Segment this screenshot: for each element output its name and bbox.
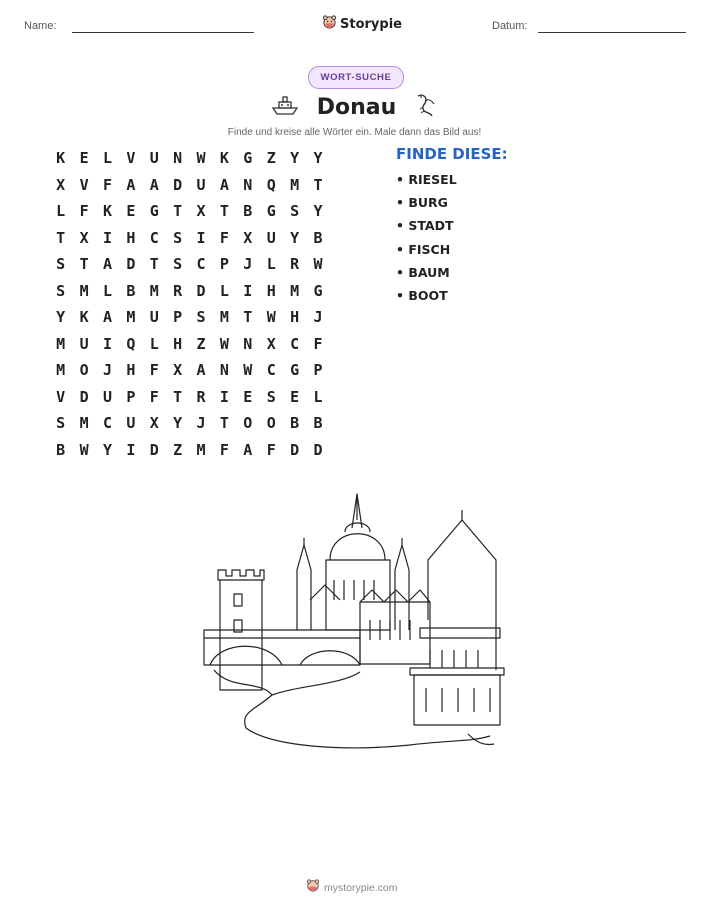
word-list-title: FINDE DIESE: xyxy=(396,145,508,163)
grid-letter[interactable]: C xyxy=(266,361,276,379)
sea-creature-icon xyxy=(414,92,438,123)
grid-letter[interactable]: L xyxy=(56,202,66,220)
grid-letter[interactable]: W xyxy=(266,308,276,326)
grid-letter[interactable]: X xyxy=(243,228,253,247)
grid-letter[interactable]: G xyxy=(149,202,159,220)
grid-letter[interactable]: E xyxy=(79,149,89,167)
grid-letter[interactable]: Y xyxy=(290,149,300,167)
grid-letter[interactable]: W xyxy=(243,361,253,379)
grid-letter[interactable]: M xyxy=(149,281,159,300)
grid-letter[interactable]: W xyxy=(196,149,206,167)
grid-letter[interactable]: P xyxy=(313,361,323,379)
footer-url[interactable]: mystorypie.com xyxy=(324,881,398,894)
grid-letter[interactable]: D xyxy=(290,440,300,459)
grid-letter[interactable]: N xyxy=(243,175,253,194)
grid-letter[interactable]: T xyxy=(149,255,159,273)
grid-letter[interactable]: F xyxy=(149,361,159,379)
grid-letter[interactable]: F xyxy=(219,228,229,247)
grid-letter[interactable]: T xyxy=(173,202,183,220)
grid-letter[interactable]: K xyxy=(219,149,229,167)
grid-letter[interactable]: S xyxy=(266,387,276,406)
footer xyxy=(306,878,398,897)
grid-letter[interactable]: I xyxy=(126,440,136,459)
grid-letter[interactable]: A xyxy=(126,175,136,194)
grid-row xyxy=(49,361,330,388)
name-line[interactable] xyxy=(72,32,254,33)
grid-letter[interactable]: P xyxy=(173,308,183,326)
grid-row xyxy=(49,229,330,256)
grid-letter[interactable]: O xyxy=(79,361,89,379)
grid-letter[interactable]: M xyxy=(79,414,89,432)
grid-letter[interactable]: X xyxy=(79,228,89,247)
grid-row xyxy=(49,255,330,282)
grid-letter[interactable]: H xyxy=(126,361,136,379)
grid-row xyxy=(49,282,330,309)
grid-letter[interactable]: T xyxy=(219,414,229,432)
grid-letter[interactable]: Y xyxy=(102,440,112,459)
grid-letter[interactable]: H xyxy=(290,308,300,326)
grid-letter[interactable]: T xyxy=(219,202,229,220)
grid-letter[interactable]: M xyxy=(290,175,300,194)
grid-letter[interactable]: E xyxy=(290,387,300,406)
grid-letter[interactable]: S xyxy=(56,281,66,300)
grid-letter[interactable]: P xyxy=(126,387,136,406)
category-badge: WORT-SUCHE xyxy=(308,66,404,89)
grid-letter[interactable]: D xyxy=(313,440,323,459)
grid-letter[interactable]: F xyxy=(313,334,323,353)
grid-letter[interactable]: L xyxy=(219,281,229,300)
grid-letter[interactable]: X xyxy=(149,414,159,432)
word-search-grid[interactable] xyxy=(49,149,330,467)
grid-letter[interactable]: M xyxy=(56,361,66,379)
grid-letter[interactable]: X xyxy=(173,361,183,379)
grid-letter[interactable]: G xyxy=(313,281,323,300)
grid-letter[interactable]: D xyxy=(126,255,136,273)
grid-letter[interactable]: B xyxy=(56,440,66,459)
grid-letter[interactable]: V xyxy=(126,149,136,167)
title-row xyxy=(0,92,709,123)
word-item: • BOOT xyxy=(396,287,448,303)
grid-row xyxy=(49,176,330,203)
grid-letter[interactable]: O xyxy=(243,414,253,432)
grid-letter[interactable]: H xyxy=(126,228,136,247)
grid-letter[interactable]: M xyxy=(56,334,66,353)
grid-letter[interactable]: Z xyxy=(266,149,276,167)
grid-row xyxy=(49,441,330,468)
grid-letter[interactable]: F xyxy=(79,202,89,220)
grid-letter[interactable]: Z xyxy=(173,440,183,459)
grid-letter[interactable]: M xyxy=(126,308,136,326)
word-list xyxy=(396,145,508,311)
grid-letter[interactable]: W xyxy=(313,255,323,273)
grid-letter[interactable]: E xyxy=(243,387,253,406)
grid-letter[interactable]: I xyxy=(243,281,253,300)
grid-row xyxy=(49,335,330,362)
grid-letter[interactable]: L xyxy=(102,149,112,167)
grid-row xyxy=(49,149,330,176)
grid-letter[interactable]: A xyxy=(102,255,112,273)
grid-letter[interactable]: M xyxy=(290,281,300,300)
grid-letter[interactable]: U xyxy=(102,387,112,406)
grid-letter[interactable]: I xyxy=(102,228,112,247)
mascot-icon xyxy=(306,878,320,897)
grid-letter[interactable]: X xyxy=(196,202,206,220)
grid-letter[interactable]: O xyxy=(266,414,276,432)
grid-letter[interactable]: D xyxy=(79,387,89,406)
grid-letter[interactable]: C xyxy=(290,334,300,353)
mascot-icon xyxy=(322,14,337,34)
date-line[interactable] xyxy=(538,32,686,33)
grid-letter[interactable]: B xyxy=(126,281,136,300)
grid-letter[interactable]: B xyxy=(313,414,323,432)
instructions: Finde und kreise alle Wörter ein. Male dann das Bild aus! xyxy=(227,127,482,138)
grid-letter[interactable]: Y xyxy=(173,414,183,432)
grid-letter[interactable]: G xyxy=(243,149,253,167)
word-item: • FISCH xyxy=(396,241,451,257)
grid-letter[interactable]: U xyxy=(149,308,159,326)
grid-letter[interactable]: B xyxy=(313,228,323,247)
grid-letter[interactable]: Y xyxy=(313,202,323,220)
grid-letter[interactable]: M xyxy=(79,281,89,300)
name-label: Name: xyxy=(24,20,57,32)
grid-letter[interactable]: K xyxy=(79,308,89,326)
grid-letter[interactable]: C xyxy=(196,255,206,273)
grid-letter[interactable]: R xyxy=(196,387,206,406)
grid-letter[interactable]: D xyxy=(196,281,206,300)
grid-letter[interactable]: N xyxy=(219,361,229,379)
grid-letter[interactable]: B xyxy=(290,414,300,432)
grid-letter[interactable]: Q xyxy=(126,334,136,353)
grid-letter[interactable]: W xyxy=(219,334,229,353)
grid-letter[interactable]: Z xyxy=(196,334,206,353)
grid-letter[interactable]: S xyxy=(56,414,66,432)
grid-letter[interactable]: Y xyxy=(56,308,66,326)
grid-letter[interactable]: A xyxy=(196,361,206,379)
grid-letter[interactable]: B xyxy=(243,202,253,220)
grid-letter[interactable]: L xyxy=(266,255,276,273)
grid-letter[interactable]: U xyxy=(149,149,159,167)
grid-row xyxy=(49,308,330,335)
castle-river-illustration[interactable] xyxy=(200,490,510,760)
grid-letter[interactable]: X xyxy=(56,175,66,194)
grid-letter[interactable]: J xyxy=(102,361,112,379)
grid-letter[interactable]: I xyxy=(196,228,206,247)
grid-letter[interactable]: Y xyxy=(290,228,300,247)
grid-letter[interactable]: A xyxy=(243,440,253,459)
grid-letter[interactable]: N xyxy=(173,149,183,167)
boat-icon xyxy=(271,94,299,121)
grid-letter[interactable]: M xyxy=(196,440,206,459)
grid-letter[interactable]: G xyxy=(266,202,276,220)
grid-letter[interactable]: U xyxy=(196,175,206,194)
word-item: • BURG xyxy=(396,195,448,211)
grid-letter[interactable]: S xyxy=(56,255,66,273)
grid-row xyxy=(49,414,330,441)
grid-letter[interactable]: W xyxy=(79,440,89,459)
grid-letter[interactable]: T xyxy=(79,255,89,273)
grid-letter[interactable]: L xyxy=(102,281,112,300)
grid-letter[interactable]: V xyxy=(56,387,66,406)
grid-row xyxy=(49,388,330,415)
word-item: • BAUM xyxy=(396,264,450,280)
grid-letter[interactable]: A xyxy=(102,308,112,326)
grid-letter[interactable]: T xyxy=(56,228,66,247)
grid-letter[interactable]: Q xyxy=(266,175,276,194)
grid-letter[interactable]: T xyxy=(313,175,323,194)
date-label: Datum: xyxy=(492,20,528,32)
grid-letter[interactable]: J xyxy=(243,255,253,273)
grid-letter[interactable]: L xyxy=(313,387,323,406)
grid-letter[interactable]: K xyxy=(102,202,112,220)
grid-letter[interactable]: D xyxy=(149,440,159,459)
grid-letter[interactable]: D xyxy=(173,175,183,194)
grid-letter[interactable]: X xyxy=(266,334,276,353)
grid-row xyxy=(49,202,330,229)
grid-letter[interactable]: F xyxy=(102,175,112,194)
grid-letter[interactable]: A xyxy=(149,175,159,194)
grid-letter[interactable]: K xyxy=(56,149,66,167)
word-item: • STADT xyxy=(396,218,454,234)
grid-letter[interactable]: R xyxy=(173,281,183,300)
brand-logo xyxy=(322,14,402,34)
grid-letter[interactable]: T xyxy=(243,308,253,326)
grid-letter[interactable]: S xyxy=(196,308,206,326)
grid-letter[interactable]: U xyxy=(126,414,136,432)
grid-letter[interactable]: C xyxy=(102,414,112,432)
grid-letter[interactable]: S xyxy=(290,202,300,220)
brand-name: Storypie xyxy=(340,16,402,32)
grid-letter[interactable]: J xyxy=(196,414,206,432)
grid-letter[interactable]: T xyxy=(173,387,183,406)
word-item: • RIESEL xyxy=(396,172,457,187)
grid-letter[interactable]: L xyxy=(149,334,159,353)
grid-letter[interactable]: I xyxy=(102,334,112,353)
grid-letter[interactable]: J xyxy=(313,308,323,326)
page-title: Donau xyxy=(316,95,397,120)
grid-letter[interactable]: U xyxy=(79,334,89,353)
grid-letter[interactable]: N xyxy=(243,334,253,353)
grid-letter[interactable]: R xyxy=(290,255,300,273)
grid-letter[interactable]: F xyxy=(219,440,229,459)
grid-letter[interactable]: H xyxy=(266,281,276,300)
grid-letter[interactable]: U xyxy=(266,228,276,247)
grid-letter[interactable]: H xyxy=(173,334,183,353)
grid-letter[interactable]: A xyxy=(219,175,229,194)
grid-letter[interactable]: C xyxy=(149,228,159,247)
grid-letter[interactable]: S xyxy=(173,255,183,273)
grid-letter[interactable]: I xyxy=(219,387,229,406)
grid-letter[interactable]: F xyxy=(149,387,159,406)
grid-letter[interactable]: Y xyxy=(313,149,323,167)
grid-letter[interactable]: F xyxy=(266,440,276,459)
grid-letter[interactable]: S xyxy=(173,228,183,247)
grid-letter[interactable]: V xyxy=(79,175,89,194)
grid-letter[interactable]: E xyxy=(126,202,136,220)
grid-letter[interactable]: P xyxy=(219,255,229,273)
grid-letter[interactable]: G xyxy=(290,361,300,379)
grid-letter[interactable]: M xyxy=(219,308,229,326)
